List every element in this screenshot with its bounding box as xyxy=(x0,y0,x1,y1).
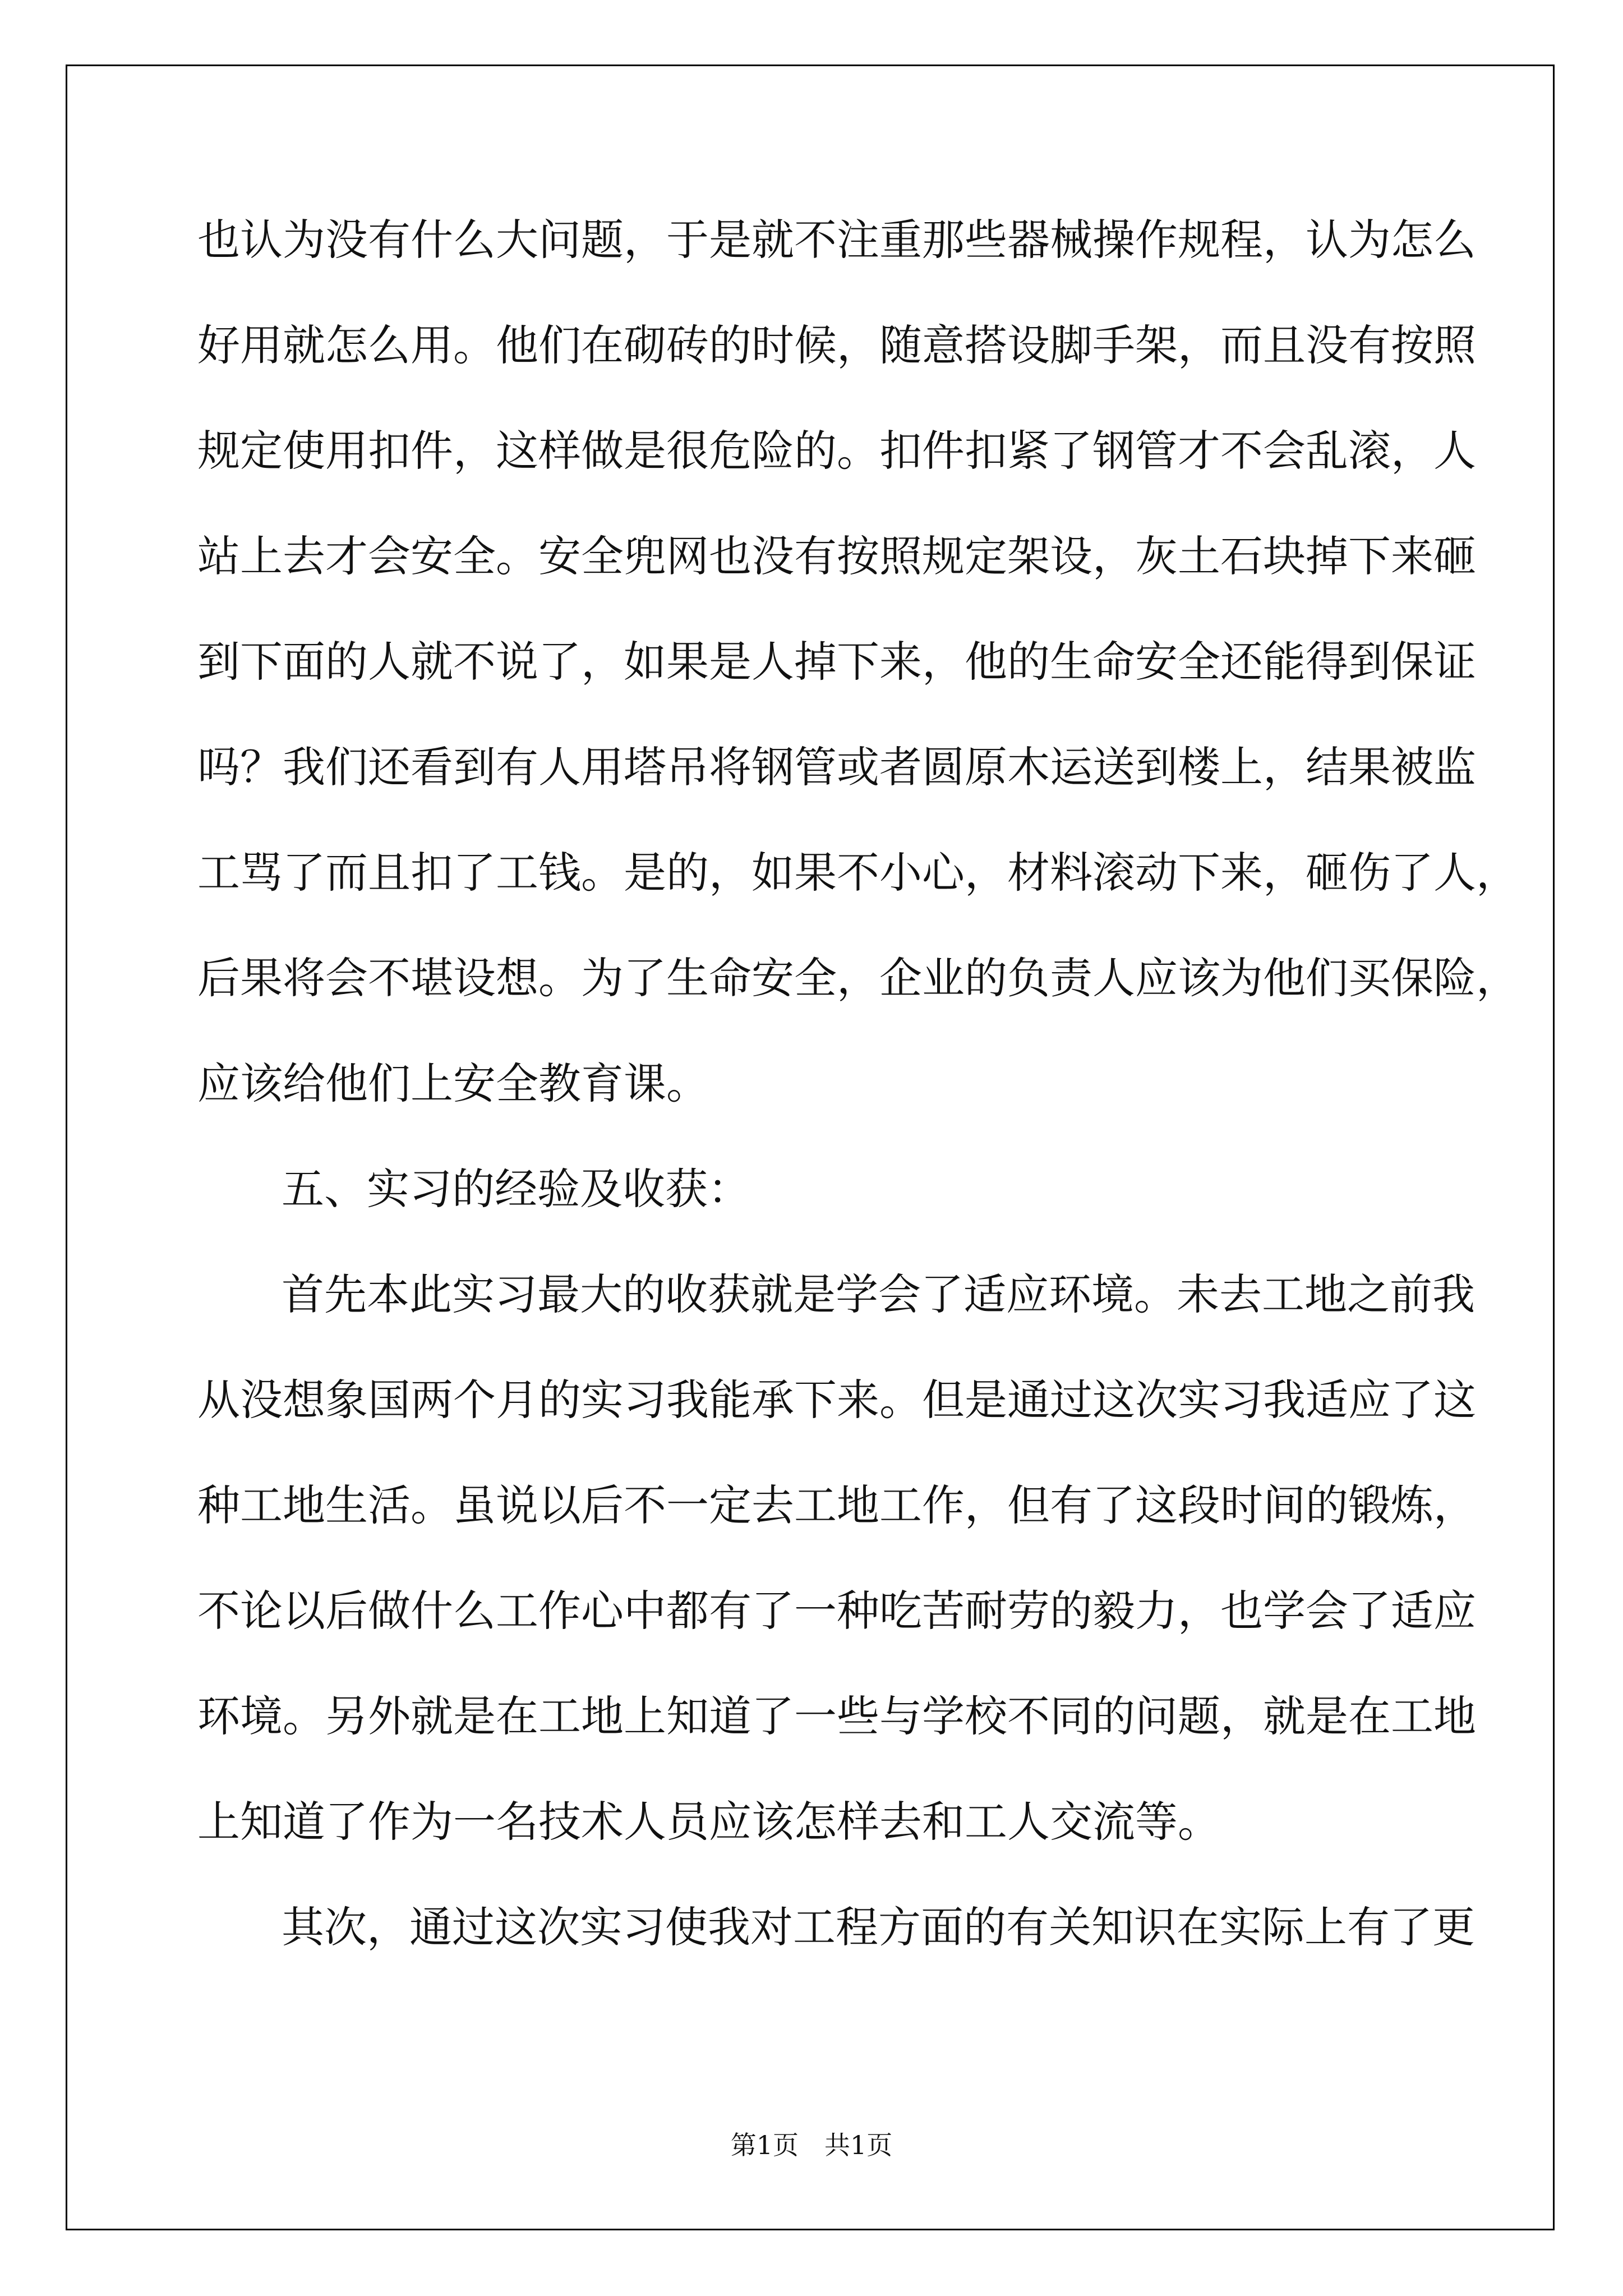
page-footer: 第1页 共1页 xyxy=(730,2130,893,2160)
text-line: 其次，通过这次实习使我对工程方面的有关知识在实际上有了更 xyxy=(282,1902,1475,1952)
text-line: 站上去才会安全。安全兜网也没有按照规定架设，灰土石块掉下来砸 xyxy=(197,531,1476,581)
text-line: 首先本此实习最大的收获就是学会了适应环境。未去工地之前我 xyxy=(282,1269,1475,1319)
text-line: 从没想象国两个月的实习我能承下来。但是通过这次实习我适应了这 xyxy=(197,1375,1476,1425)
text-line: 环境。另外就是在工地上知道了一些与学校不同的问题，就是在工地 xyxy=(197,1691,1476,1741)
text-line: 不论以后做什么工作心中都有了一种吃苦耐劳的毅力，也学会了适应 xyxy=(197,1586,1476,1636)
text-line: 后果将会不堪设想。为了生命安全，企业的负责人应该为他们买保险， xyxy=(197,953,1519,1003)
text-line: 种工地生活。虽说以后不一定去工地工作，但有了这段时间的锻炼， xyxy=(197,1480,1476,1530)
text-line: 好用就怎么用。他们在砌砖的时候，随意搭设脚手架，而且没有按照 xyxy=(197,320,1476,370)
text-line: 也认为没有什么大问题，于是就不注重那些器械操作规程，认为怎么 xyxy=(197,215,1476,265)
text-line: 到下面的人就不说了，如果是人掉下来，他的生命安全还能得到保证 xyxy=(197,637,1476,687)
text-line: 规定使用扣件，这样做是很危险的。扣件扣紧了钢管才不会乱滚，人 xyxy=(197,426,1476,476)
text-line: 吗？我们还看到有人用塔吊将钢管或者圆原木运送到楼上，结果被监 xyxy=(197,742,1476,792)
text-line: 工骂了而且扣了工钱。是的，如果不小心，材料滚动下来，砸伤了人， xyxy=(197,848,1519,898)
text-line: 应该给他们上安全教育课。 xyxy=(197,1059,709,1108)
section-heading: 五、实习的经验及收获： xyxy=(282,1164,750,1214)
text-line: 上知道了作为一名技术人员应该怎样去和工人交流等。 xyxy=(197,1797,1220,1847)
